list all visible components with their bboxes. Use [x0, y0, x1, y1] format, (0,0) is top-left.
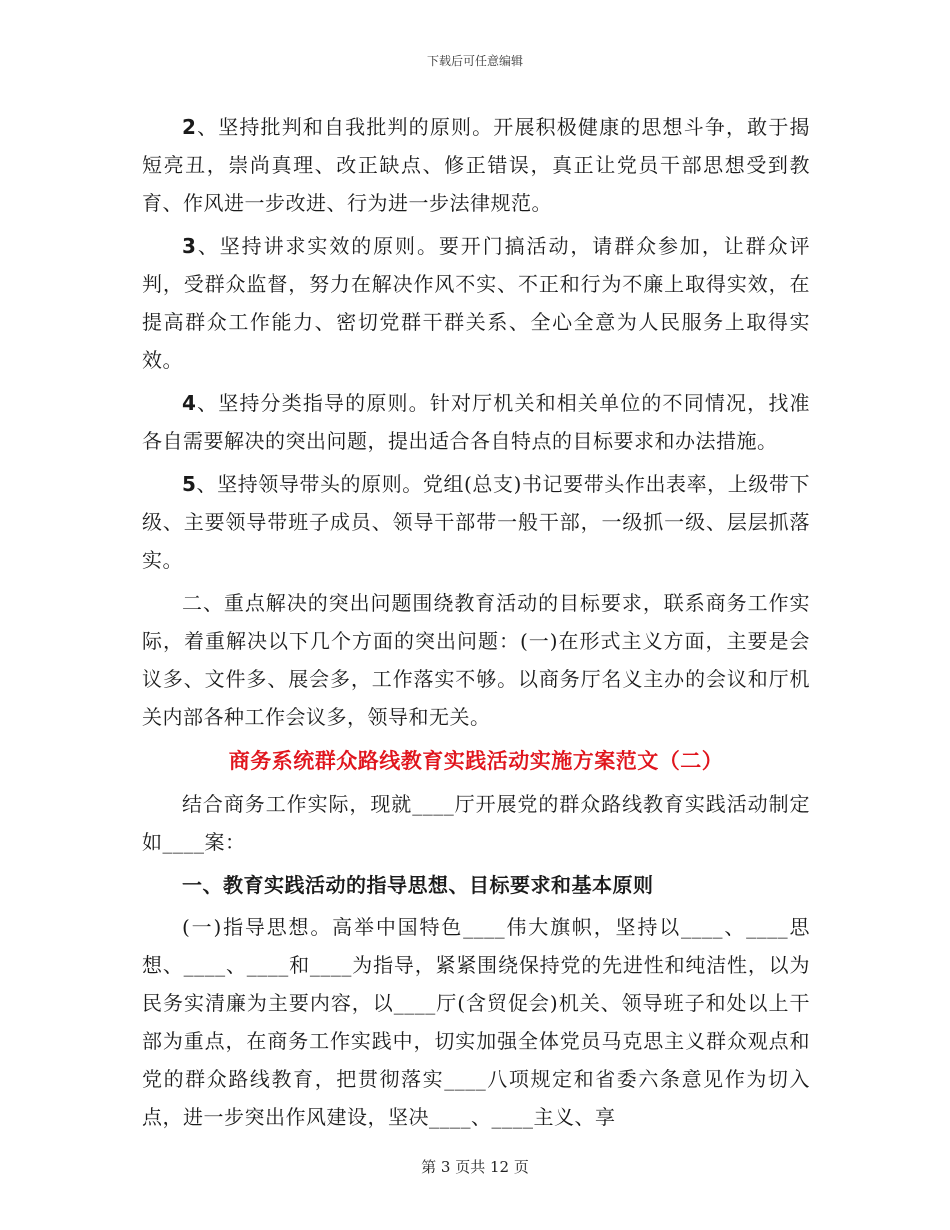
- principle-5-paragraph: [142, 465, 810, 579]
- paragraph-text: 、坚持分类指导的原则。针对厅机关和相关单位的不同情况，找准各自需要解决的突出问题，提出适合各自特点的目标要求和办法措施。: [142, 391, 810, 453]
- page-footer: 第 3 页共 12 页: [421, 1158, 529, 1176]
- principle-2-paragraph: [142, 108, 810, 222]
- paragraph-number: 3: [182, 234, 197, 258]
- document-body: [142, 108, 810, 1141]
- principle-4-paragraph: [142, 384, 810, 460]
- page-header: 下载后可任意编辑: [426, 54, 523, 68]
- key-issues-paragraph: [142, 584, 810, 736]
- paragraph-text: 二、重点解决的突出问题围绕教育活动的目标要求，联系商务工作实际，着重解决以下几个方面的突出问题：(一)在形式主义方面，主要是会议多、文件多、展会多，工作落实不够。以商务厅名义主办的会议和厅机关内部各种工作会议多，领导和无关。: [142, 591, 810, 729]
- section-heading: 一、教育实践活动的指导思想、目标要求和基本原则: [182, 873, 654, 897]
- principle-3-paragraph: [142, 227, 810, 379]
- paragraph-text: 、坚持讲求实效的原则。要开门搞活动，请群众参加，让群众评判，受群众监督，努力在解决作风不实、不正和行为不廉上取得实效，在提高群众工作能力、密切党群干群关系、全心全意为人民服务上取得实效。: [142, 234, 810, 372]
- guiding-thought-paragraph: (一)指导思想。高举中国特色____伟大旗帜，坚持以____、____思想、____、____和____为指导，紧紧围绕保持党的先进性和纯洁性，以为民务实清廉为主要内容，以____厅(含贸促会)机关、领导班子和处以上干部为重点，在商务工作实践中，切实加强全体党员马克思主义群众观点和党的群众路线教育，把贯彻落实____八项规定和省委六条意见作为切入点，进一步突出作风建设，坚决____、____主义、享: [142, 915, 810, 1129]
- paragraph-number: 2: [182, 115, 197, 139]
- paragraph-text: 、坚持批判和自我批判的原则。开展积极健康的思想斗争，敢于揭短亮丑，崇尚真理、改正缺点、修正错误，真正让党员干部思想受到教育、作风进一步改进、行为进一步法律规范。: [142, 115, 810, 215]
- paragraph-number: 5: [182, 472, 197, 496]
- paragraph-number: 4: [182, 391, 197, 415]
- section-title: 商务系统群众路线教育实践活动实施方案范文（二）: [228, 748, 724, 773]
- intro-paragraph: 结合商务工作实际，现就____厅开展党的群众路线教育实践活动制定如____案：: [142, 792, 810, 854]
- paragraph-text: 、坚持领导带头的原则。党组(总支)书记要带头作出表率，上级带下级、主要领导带班子成员、领导干部带一般干部，一级抓一级、层层抓落实。: [142, 472, 810, 572]
